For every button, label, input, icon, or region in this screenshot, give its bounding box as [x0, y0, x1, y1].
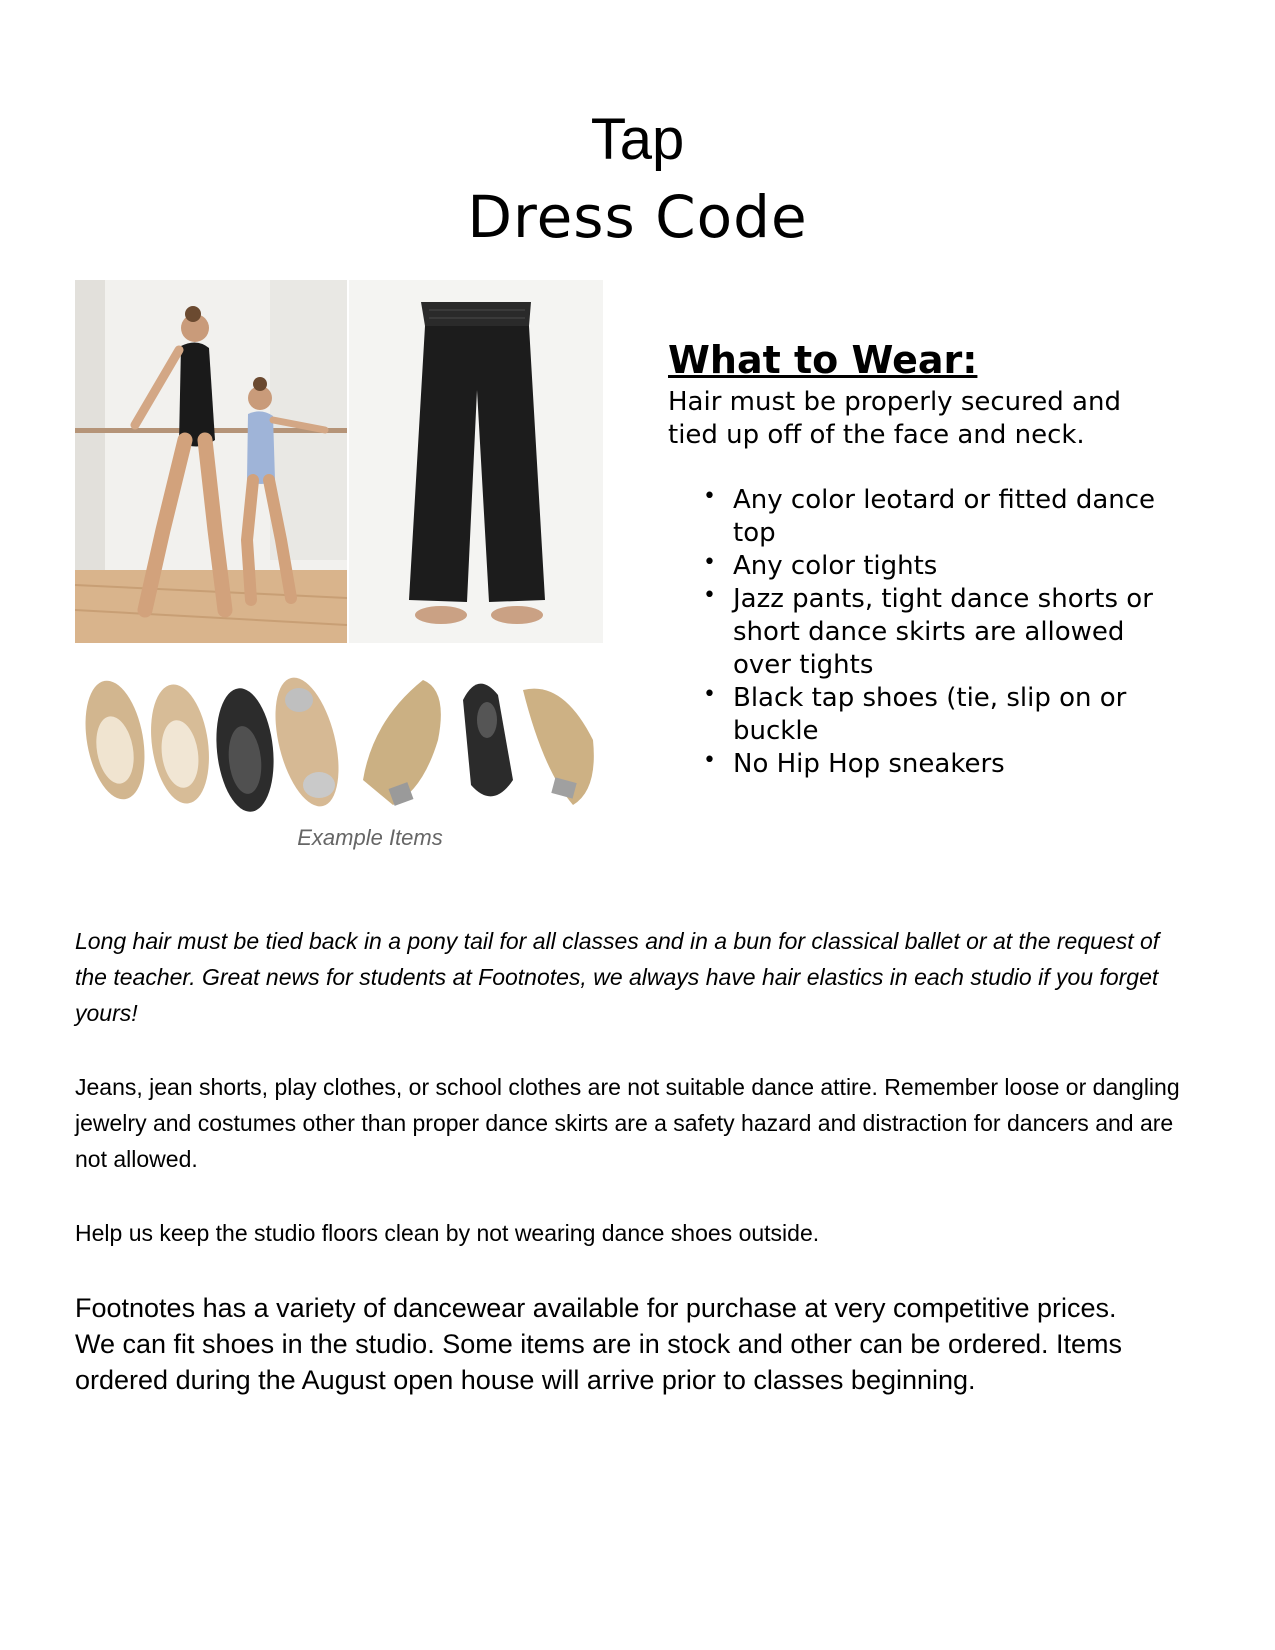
image-caption: Example Items	[297, 825, 443, 850]
hair-note-paragraph: Long hair must be tied back in a pony tail for all classes and in a bun for classical ballet or at the request of the teacher. Great news for students at Footnotes, we always have hair elastics in each studio if you forget yours!	[75, 928, 1160, 1026]
slip-on-tap-shoes-photo	[353, 660, 613, 820]
what-to-wear-intro: Hair must be properly secured and tied up off of the face and neck.	[668, 387, 1121, 450]
dancewear-note-paragraph: Footnotes has a variety of dancewear available for purchase at very competitive prices. We can fit shoes in the studio. Some items are in stock and other can be ordered. Items ordered during the August open house will arrive prior to classes beginning.	[75, 1293, 1123, 1395]
page-title-line-1: Tap	[590, 107, 685, 172]
list-item: • Any color tights	[700, 550, 1180, 583]
page-title-line-2: Dress Code	[467, 183, 808, 251]
jazz-pants-photo	[349, 280, 603, 643]
list-item: • Black tap shoes (tie, slip on or buckle	[700, 682, 1180, 748]
dancers-at-barre-photo	[75, 280, 347, 643]
what-to-wear-list	[700, 484, 1180, 781]
list-item: • No Hip Hop sneakers	[700, 748, 1180, 781]
attire-note-paragraph: Jeans, jean shorts, play clothes, or school clothes are not suitable dance attire. Remember loose or dangling jewelry and costumes other than proper dance skirts are a safety hazard and distraction for dancers and are not allowed.	[75, 1074, 1180, 1172]
list-item: • Any color leotard or fitted dance top	[700, 484, 1180, 550]
tap-shoes-photo	[75, 660, 347, 820]
floors-note-paragraph: Help us keep the studio floors clean by not wearing dance shoes outside.	[75, 1220, 820, 1246]
what-to-wear-heading: What to Wear:	[668, 338, 978, 382]
list-item: • Jazz pants, tight dance shorts or short dance skirts are allowed over tights	[700, 583, 1180, 682]
